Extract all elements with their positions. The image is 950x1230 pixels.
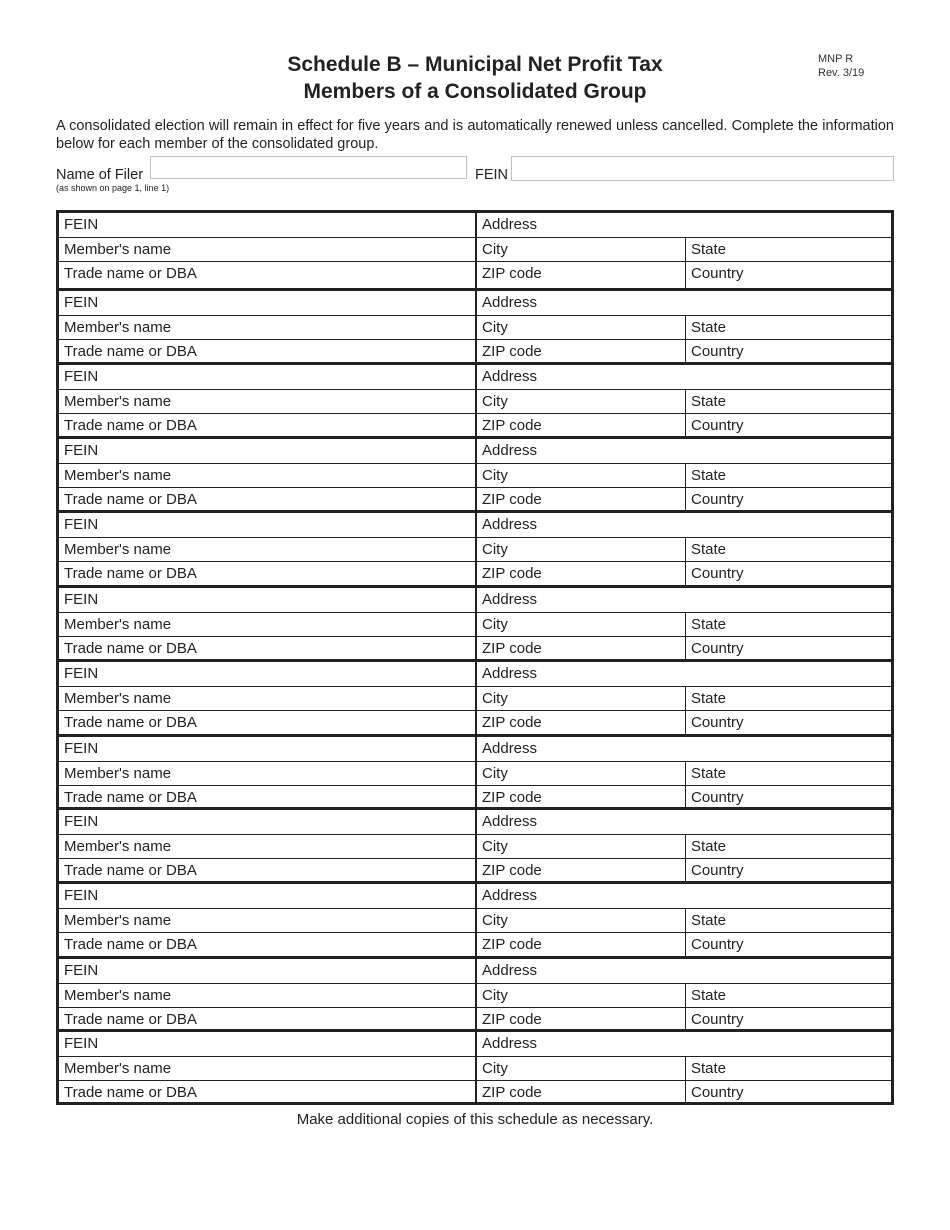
address-field[interactable]: Address	[482, 962, 538, 979]
member-row	[59, 463, 891, 487]
zip-field[interactable]: ZIP code	[477, 933, 686, 956]
member-block	[59, 362, 891, 436]
member-row	[59, 959, 891, 983]
member-name-field[interactable]: Member's name	[59, 762, 477, 785]
fein-field[interactable]: FEIN	[59, 439, 477, 463]
zip-field[interactable]: ZIP code	[477, 488, 686, 510]
member-name-field[interactable]: Member's name	[59, 835, 477, 858]
country-field[interactable]: Country	[691, 417, 744, 434]
member-row	[59, 810, 891, 834]
country-field[interactable]: Country	[691, 640, 744, 657]
country-field[interactable]: Country	[691, 1011, 744, 1028]
trade-name-field[interactable]: Trade name or DBA	[59, 562, 477, 585]
member-row	[59, 785, 891, 807]
state-field[interactable]: State	[691, 541, 727, 558]
member-row	[59, 365, 891, 389]
trade-name-field[interactable]: Trade name or DBA	[59, 711, 477, 734]
member-block	[59, 881, 891, 956]
member-name-field[interactable]: Member's name	[59, 613, 477, 636]
member-row	[59, 213, 891, 237]
trade-name-field[interactable]: Trade name or DBA	[59, 340, 477, 362]
member-row	[59, 339, 891, 362]
filer-name-sublabel: (as shown on page 1, line 1)	[56, 183, 170, 193]
country-field[interactable]: Country	[691, 343, 744, 360]
city-field[interactable]: City	[477, 538, 686, 561]
member-name-field[interactable]: Member's name	[59, 909, 477, 932]
member-row	[59, 686, 891, 710]
zip-field[interactable]: ZIP code	[477, 1008, 686, 1029]
member-row	[59, 439, 891, 463]
member-row	[59, 1007, 891, 1029]
member-row	[59, 636, 891, 659]
state-field[interactable]: State	[691, 912, 727, 929]
member-row	[59, 737, 891, 761]
member-row	[59, 612, 891, 636]
state-field[interactable]: State	[691, 987, 727, 1004]
trade-name-field[interactable]: Trade name or DBA	[59, 1081, 477, 1102]
zip-field[interactable]: ZIP code	[477, 340, 686, 362]
member-name-field[interactable]: Member's name	[59, 464, 477, 487]
footer-note: Make additional copies of this schedule as necessary.	[296, 1111, 654, 1128]
fein-field[interactable]: FEIN	[59, 1032, 477, 1056]
fein-field[interactable]: FEIN	[59, 662, 477, 686]
state-field[interactable]: State	[691, 319, 727, 336]
zip-field[interactable]: ZIP code	[477, 562, 686, 585]
city-field[interactable]: City	[477, 316, 686, 339]
intro-text: A consolidated election will remain in effect for five years and is automatically renewed unless cancelled. Complete the information below for each member of the consolidated group.	[56, 118, 894, 152]
member-block	[59, 1029, 891, 1102]
trade-name-field[interactable]: Trade name or DBA	[59, 637, 477, 659]
member-row	[59, 932, 891, 956]
city-field[interactable]: City	[477, 687, 686, 710]
member-row	[59, 1080, 891, 1102]
fein-field[interactable]: FEIN	[59, 959, 477, 983]
zip-field[interactable]: ZIP code	[477, 262, 686, 288]
city-field[interactable]: City	[477, 909, 686, 932]
city-field[interactable]: City	[477, 613, 686, 636]
member-row	[59, 1056, 891, 1080]
member-row	[59, 834, 891, 858]
address-field[interactable]: Address	[482, 591, 538, 608]
address-field[interactable]: Address	[482, 665, 538, 682]
member-row	[59, 710, 891, 734]
member-row	[59, 588, 891, 612]
fein-field[interactable]: FEIN	[59, 513, 477, 537]
fein-field[interactable]: FEIN	[59, 737, 477, 761]
zip-field[interactable]: ZIP code	[477, 859, 686, 881]
title-line-1: Schedule B – Municipal Net Profit Tax	[287, 53, 663, 76]
state-field[interactable]: State	[691, 1060, 727, 1077]
trade-name-field[interactable]: Trade name or DBA	[59, 488, 477, 510]
filer-name-input[interactable]	[150, 156, 467, 179]
state-field[interactable]: State	[691, 241, 727, 258]
member-name-field[interactable]: Member's name	[59, 238, 477, 261]
state-field[interactable]: State	[691, 838, 727, 855]
trade-name-field[interactable]: Trade name or DBA	[59, 859, 477, 881]
trade-name-field[interactable]: Trade name or DBA	[59, 786, 477, 807]
member-row	[59, 513, 891, 537]
title-line-2: Members of a Consolidated Group	[303, 80, 647, 103]
address-field[interactable]: Address	[482, 294, 538, 311]
state-field[interactable]: State	[691, 393, 727, 410]
form-revision: Rev. 3/19	[818, 67, 865, 79]
member-row	[59, 561, 891, 585]
country-field[interactable]: Country	[691, 565, 744, 582]
member-block	[59, 510, 891, 585]
zip-field[interactable]: ZIP code	[477, 637, 686, 659]
city-field[interactable]: City	[477, 464, 686, 487]
zip-field[interactable]: ZIP code	[477, 1081, 686, 1102]
trade-name-field[interactable]: Trade name or DBA	[59, 262, 477, 288]
member-row	[59, 858, 891, 881]
fein-field[interactable]: FEIN	[59, 810, 477, 834]
country-field[interactable]: Country	[691, 936, 744, 953]
filer-name-label: Name of Filer	[56, 167, 144, 183]
member-row	[59, 291, 891, 315]
fein-field[interactable]: FEIN	[59, 291, 477, 315]
city-field[interactable]: City	[477, 1057, 686, 1080]
trade-name-field[interactable]: Trade name or DBA	[59, 1008, 477, 1029]
member-name-field[interactable]: Member's name	[59, 1057, 477, 1080]
member-block	[59, 659, 891, 734]
address-field[interactable]: Address	[482, 1035, 538, 1052]
member-row	[59, 761, 891, 785]
member-row	[59, 983, 891, 1007]
country-field[interactable]: Country	[691, 714, 744, 731]
address-field[interactable]: Address	[482, 740, 538, 757]
filer-fein-input[interactable]	[511, 156, 894, 181]
state-field[interactable]: State	[691, 467, 727, 484]
member-row	[59, 389, 891, 413]
members-table	[56, 210, 894, 1105]
country-field[interactable]: Country	[691, 862, 744, 879]
zip-field[interactable]: ZIP code	[477, 786, 686, 807]
state-field[interactable]: State	[691, 690, 727, 707]
city-field[interactable]: City	[477, 238, 686, 261]
fein-field[interactable]: FEIN	[59, 365, 477, 389]
zip-field[interactable]: ZIP code	[477, 711, 686, 734]
address-field[interactable]: Address	[482, 216, 538, 233]
country-field[interactable]: Country	[691, 265, 744, 282]
member-block	[59, 436, 891, 510]
address-field[interactable]: Address	[482, 887, 538, 904]
form-number: MNP R	[818, 53, 854, 65]
trade-name-field[interactable]: Trade name or DBA	[59, 414, 477, 436]
city-field[interactable]: City	[477, 390, 686, 413]
member-row	[59, 237, 891, 261]
member-name-field[interactable]: Member's name	[59, 984, 477, 1007]
member-block	[59, 956, 891, 1029]
city-field[interactable]: City	[477, 762, 686, 785]
state-field[interactable]: State	[691, 616, 727, 633]
member-block	[59, 213, 891, 288]
filer-fein-label: FEIN	[475, 167, 509, 183]
member-block	[59, 734, 891, 807]
address-field[interactable]: Address	[482, 813, 538, 830]
country-field[interactable]: Country	[691, 789, 744, 806]
city-field[interactable]: City	[477, 984, 686, 1007]
member-row	[59, 487, 891, 510]
member-row	[59, 884, 891, 908]
member-row	[59, 662, 891, 686]
member-block	[59, 585, 891, 659]
member-name-field[interactable]: Member's name	[59, 316, 477, 339]
address-field[interactable]: Address	[482, 442, 538, 459]
address-field[interactable]: Address	[482, 368, 538, 385]
member-row	[59, 315, 891, 339]
member-block	[59, 807, 891, 881]
page-title	[0, 51, 950, 105]
fein-field[interactable]: FEIN	[59, 213, 477, 237]
member-row	[59, 537, 891, 561]
member-block	[59, 288, 891, 362]
state-field[interactable]: State	[691, 765, 727, 782]
member-row	[59, 908, 891, 932]
member-name-field[interactable]: Member's name	[59, 538, 477, 561]
trade-name-field[interactable]: Trade name or DBA	[59, 933, 477, 956]
member-name-field[interactable]: Member's name	[59, 687, 477, 710]
member-name-field[interactable]: Member's name	[59, 390, 477, 413]
fein-field[interactable]: FEIN	[59, 884, 477, 908]
address-field[interactable]: Address	[482, 516, 538, 533]
fein-field[interactable]: FEIN	[59, 588, 477, 612]
member-row	[59, 1032, 891, 1056]
zip-field[interactable]: ZIP code	[477, 414, 686, 436]
member-row	[59, 413, 891, 436]
country-field[interactable]: Country	[691, 491, 744, 508]
city-field[interactable]: City	[477, 835, 686, 858]
member-row	[59, 261, 891, 288]
country-field[interactable]: Country	[691, 1084, 744, 1101]
